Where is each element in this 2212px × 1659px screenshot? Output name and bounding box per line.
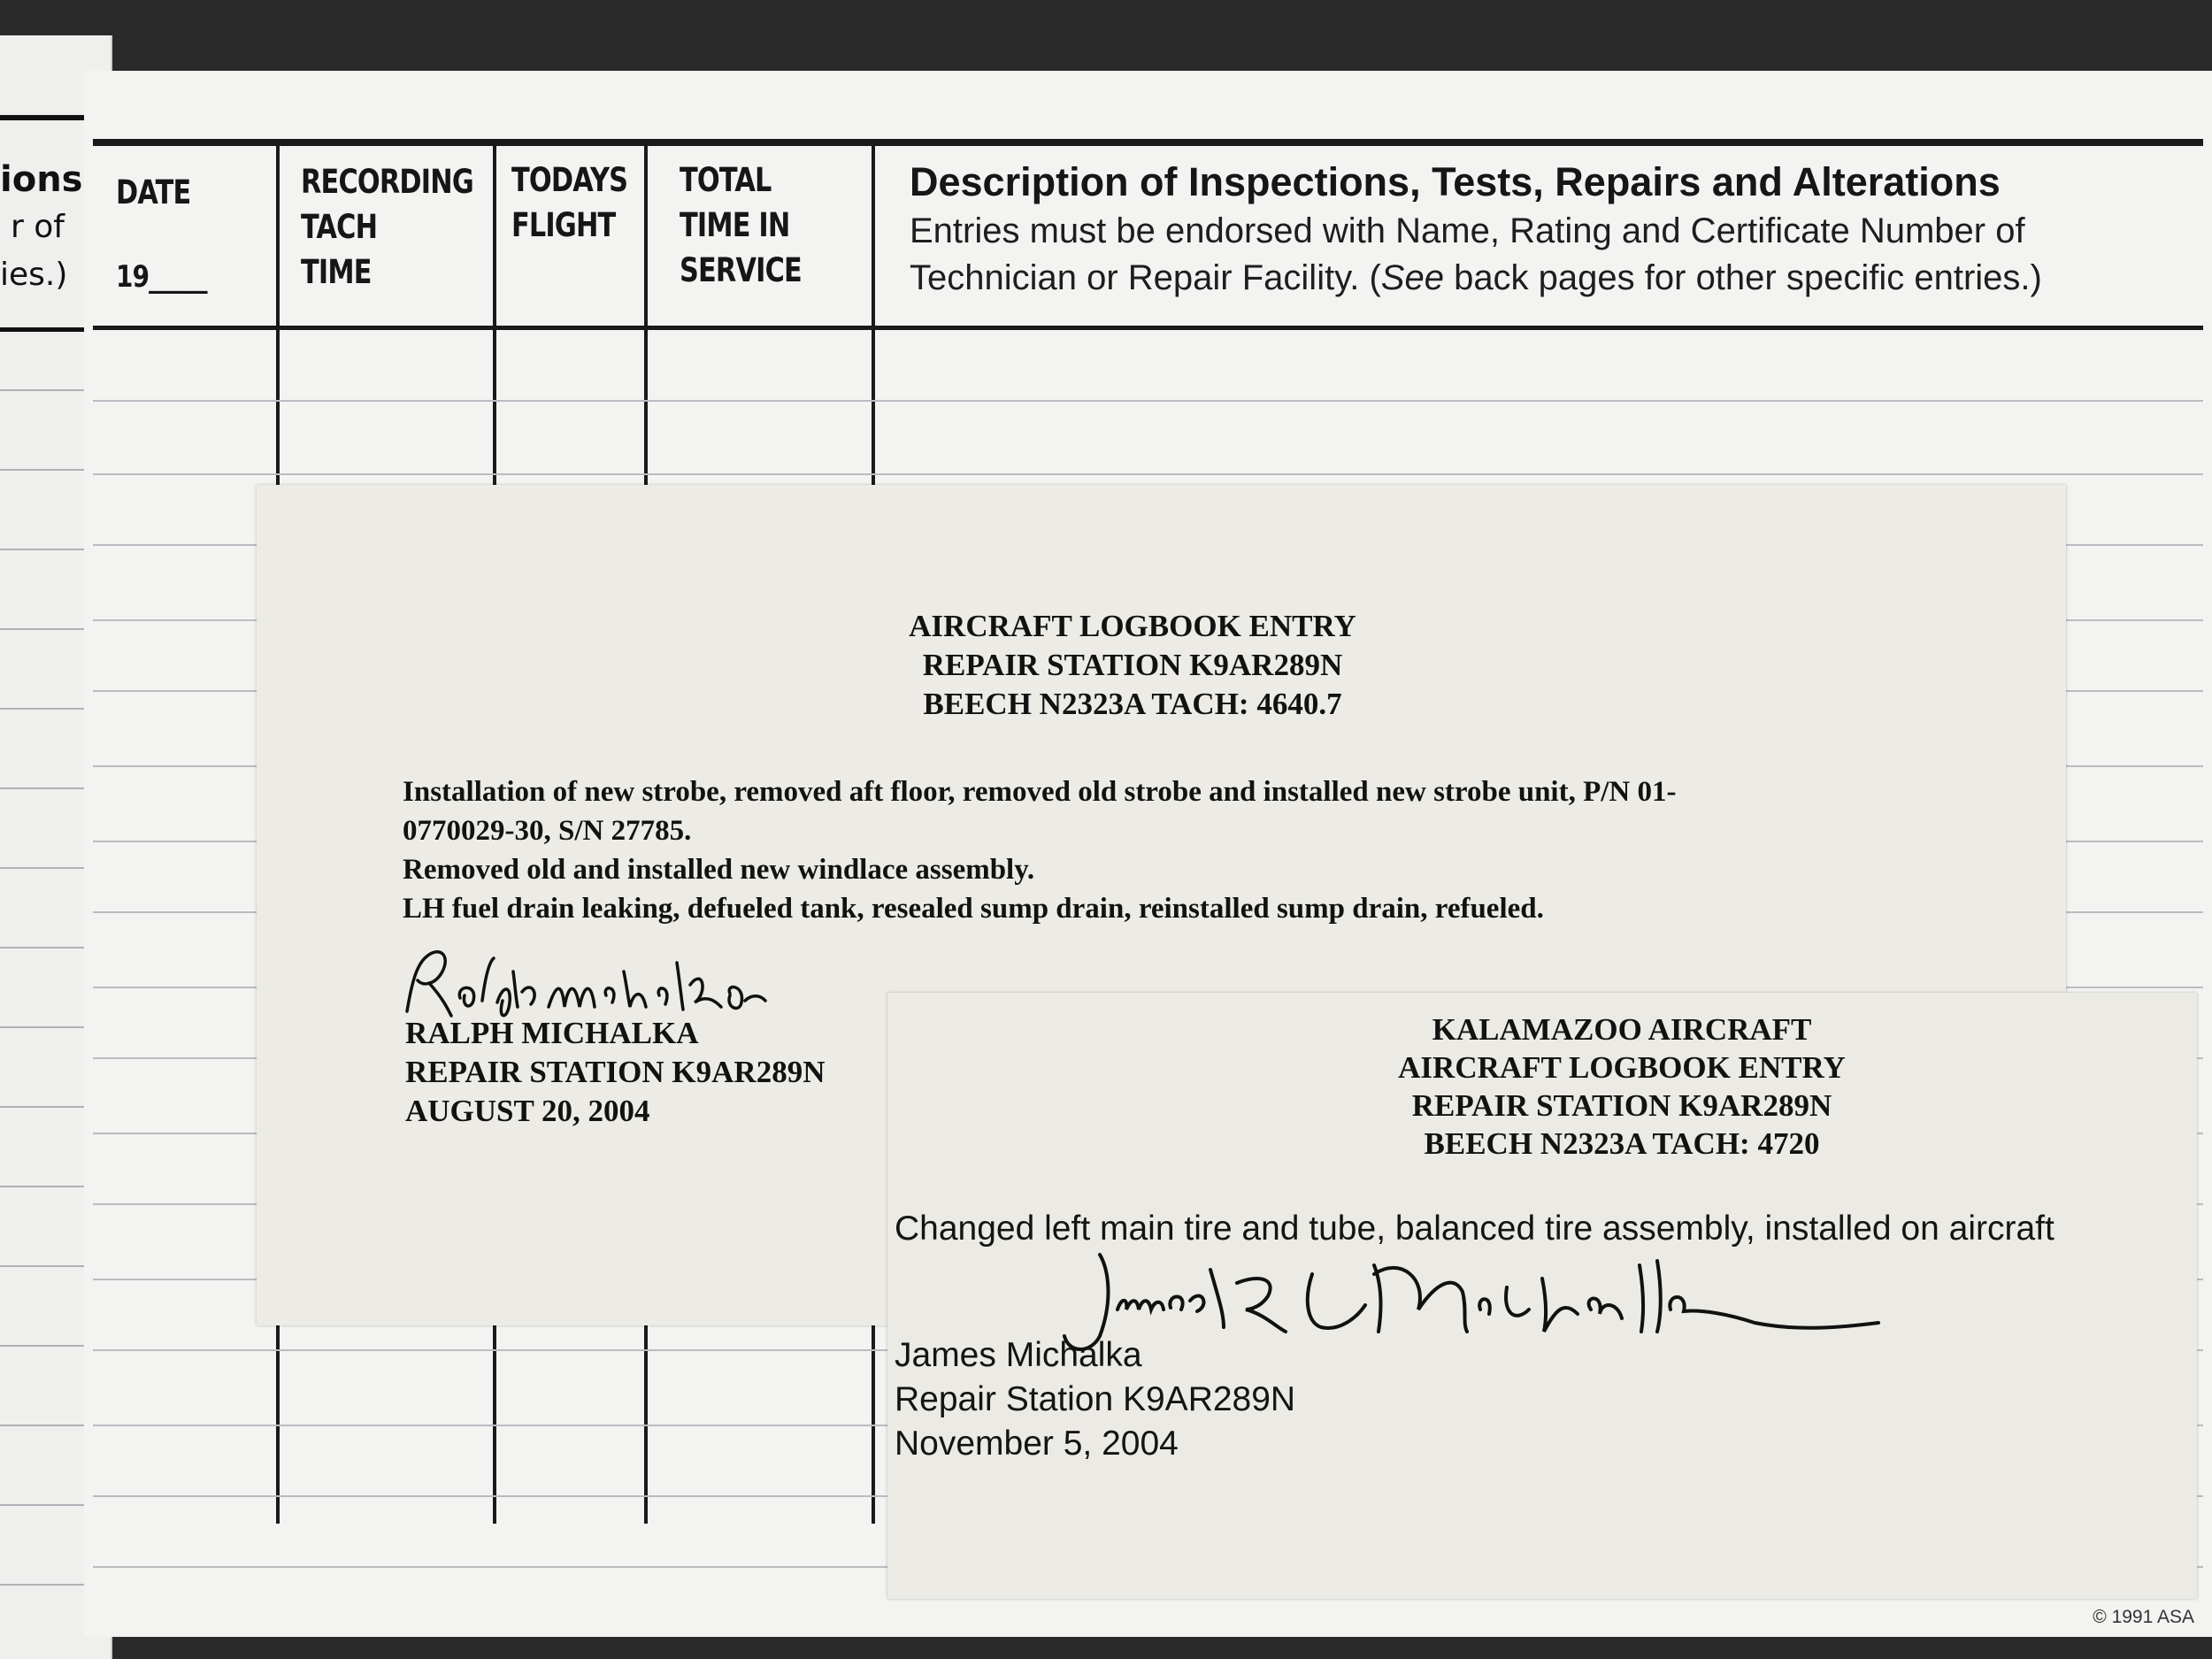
entry-1-heading: AIRCRAFT LOGBOOK ENTRY REPAIR STATION K9AR289N BEECH N2323A TACH: 4640.7 [909, 609, 1356, 721]
logbook-entry-label-2 [887, 993, 2197, 1599]
left-page-fragment: ions [0, 159, 83, 200]
instruction-line: Entries must be endorsed with Name, Rating and Certificate Number of [910, 211, 2025, 250]
description-column-title: Description of Inspections, Tests, Repairs and Alterations [910, 159, 2001, 204]
total-time-in-service-header: TOTAL TIME IN SERVICE [680, 161, 802, 289]
header-bottom-rule [93, 326, 2203, 330]
left-page-fragment: r of [11, 209, 65, 245]
recording-tach-time-header: RECORDING TACH TIME [301, 163, 473, 291]
date-year-field: 19_____ [116, 259, 207, 295]
header-top-rule [93, 139, 2203, 146]
entry-2-description: Changed left main tire and tube, balanced tire assembly, installed on aircraft [895, 1210, 2055, 1248]
entry-1-description: Installation of new strobe, removed aft floor, removed old strobe and installed new strobe unit, P/N 01- 0770029-30, S/N 27785. Removed old and installed new windlace assembly. LH fuel drain leaking, defueled tank, resealed sump drain, reinstalled sump drain, refueled. [403, 776, 1677, 925]
entry-1-signer-block: RALPH MICHALKA REPAIR STATION K9AR289N AUGUST 20, 2004 [405, 1016, 826, 1128]
entry-2-signer-block: James Michalka Repair Station K9AR289N November 5, 2004 [895, 1336, 1296, 1463]
entry-2-heading: KALAMAZOO AIRCRAFT AIRCRAFT LOGBOOK ENTRY REPAIR STATION K9AR289N BEECH N2323A TACH: 4720 [1398, 1012, 1846, 1161]
copyright-notice: © 1991 ASA [2093, 1607, 2194, 1627]
date-column-header: DATE [116, 173, 191, 211]
instruction-line: Technician or Repair Facility. (See back pages for other specific entries.) [910, 258, 2042, 297]
description-column-instructions [910, 208, 2042, 302]
left-page-fragment: ies.) [0, 257, 68, 293]
todays-flight-header: TODAYS FLIGHT [511, 161, 628, 244]
